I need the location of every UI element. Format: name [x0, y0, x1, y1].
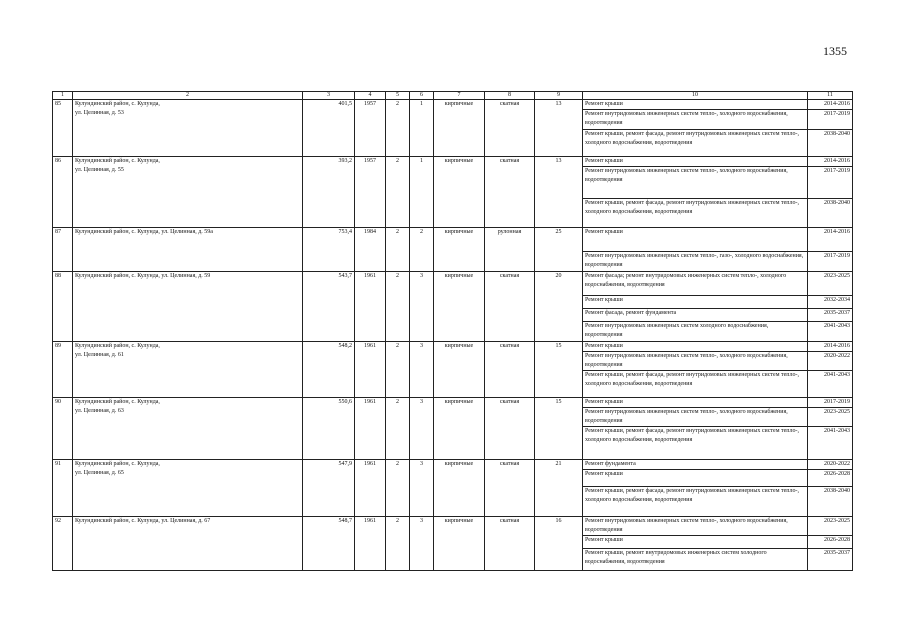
repair-work: Ремонт внутридомовых инженерных систем тепло-, холодного водоснабжения, водоотведения — [583, 517, 808, 536]
repair-work: Ремонт крыши, ремонт фасада, ремонт внутридомовых инженерных систем тепло-, холодного водоснабжения, водоотведения — [583, 199, 808, 228]
table-row — [53, 157, 853, 167]
record-number: 88 — [53, 272, 73, 342]
total-area: 393,2 — [303, 157, 355, 228]
repair-work: Ремонт внутридомовых инженерных систем тепло-, холодного водоснабжения, водоотведения — [583, 408, 808, 427]
address — [73, 342, 303, 398]
build-year: 1961 — [355, 460, 386, 517]
repair-period: 2014-2016 — [808, 157, 853, 167]
total-area: 550,6 — [303, 398, 355, 460]
table-row — [53, 272, 853, 296]
total-area: 548,2 — [303, 342, 355, 398]
entrances: 1 — [410, 157, 434, 228]
repair-work: Ремонт крыши — [583, 100, 808, 110]
repair-period: 2038-2040 — [808, 199, 853, 228]
repair-work: Ремонт крыши — [583, 398, 808, 408]
repair-period: 2023-2025 — [808, 408, 853, 427]
wall-material: кирпичные — [434, 398, 485, 460]
record-number: 85 — [53, 100, 73, 157]
apartments: 15 — [535, 398, 583, 460]
building-record — [53, 228, 853, 272]
repair-work: Ремонт внутридомовых инженерных систем тепло-, холодного водоснабжения, водоотведения — [583, 167, 808, 199]
entrances: 2 — [410, 228, 434, 272]
repair-period: 2023-2025 — [808, 272, 853, 296]
wall-material: кирпичные — [434, 517, 485, 571]
record-number: 87 — [53, 228, 73, 272]
floors: 2 — [386, 517, 410, 571]
floors: 2 — [386, 460, 410, 517]
apartments: 16 — [535, 517, 583, 571]
repair-period: 2017-2019 — [808, 398, 853, 408]
repair-work: Ремонт крыши — [583, 296, 808, 309]
address — [73, 100, 303, 157]
record-number: 90 — [53, 398, 73, 460]
column-header: 4 — [355, 92, 386, 100]
entrances: 3 — [410, 398, 434, 460]
repair-work: Ремонт фасада; ремонт внутридомовых инженерных систем тепло-, холодного водоснабжения, водоотведения — [583, 272, 808, 296]
table-row — [53, 100, 853, 110]
building-record — [53, 157, 853, 228]
repair-period: 2020-2022 — [808, 460, 853, 470]
total-area: 547,9 — [303, 460, 355, 517]
repair-work: Ремонт крыши — [583, 228, 808, 252]
entrances: 3 — [410, 342, 434, 398]
repair-work: Ремонт крыши — [583, 342, 808, 352]
repair-period: 2017-2019 — [808, 110, 853, 130]
wall-material: кирпичные — [434, 157, 485, 228]
floors: 2 — [386, 272, 410, 342]
address-text: Кулундинский район, с. Кулунда, ул. Целинная, д. 65 — [75, 461, 160, 476]
repair-period: 2041-2043 — [808, 427, 853, 460]
floors: 2 — [386, 157, 410, 228]
apartments: 20 — [535, 272, 583, 342]
repair-work: Ремонт крыши — [583, 157, 808, 167]
total-area: 548,7 — [303, 517, 355, 571]
address — [73, 272, 303, 342]
column-header: 5 — [386, 92, 410, 100]
repair-work: Ремонт внутридомовых инженерных систем тепло-, холодного водоснабжения, водоотведения — [583, 110, 808, 130]
total-area: 753,4 — [303, 228, 355, 272]
address — [73, 517, 303, 571]
address — [73, 228, 303, 272]
repair-period: 2017-2019 — [808, 252, 853, 272]
repair-period: 2041-2043 — [808, 322, 853, 342]
column-header: 11 — [808, 92, 853, 100]
roof-type: скатная — [485, 157, 535, 228]
column-header: 1 — [53, 92, 73, 100]
repair-period: 2014-2016 — [808, 228, 853, 252]
entrances: 3 — [410, 460, 434, 517]
wall-material: кирпичные — [434, 272, 485, 342]
repair-work: Ремонт крыши, ремонт внутридомовых инженерных систем холодного водоснабжения, водоотведения — [583, 549, 808, 571]
repair-period: 2035-2037 — [808, 309, 853, 322]
record-number: 89 — [53, 342, 73, 398]
housing-repair-table — [52, 91, 853, 571]
roof-type: рулонная — [485, 228, 535, 272]
roof-type: скатная — [485, 517, 535, 571]
build-year: 1961 — [355, 342, 386, 398]
repair-work: Ремонт крыши, ремонт фасада, ремонт внутридомовых инженерных систем тепло-, холодного водоснабжения, водоотведения — [583, 487, 808, 517]
entrances: 3 — [410, 517, 434, 571]
repair-period: 2023-2025 — [808, 517, 853, 536]
apartments: 21 — [535, 460, 583, 517]
column-header: 6 — [410, 92, 434, 100]
repair-work: Ремонт внутридомовых инженерных систем холодного водоснабжения, водоотведения — [583, 322, 808, 342]
floors: 2 — [386, 342, 410, 398]
total-area: 543,7 — [303, 272, 355, 342]
roof-type: скатная — [485, 272, 535, 342]
repair-work: Ремонт внутридомовых инженерных систем тепло-, газо-, холодного водоснабжения, водоотведения — [583, 252, 808, 272]
apartments: 13 — [535, 100, 583, 157]
repair-work: Ремонт крыши, ремонт фасада, ремонт внутридомовых инженерных систем тепло-, холодного водоснабжения, водоотведения — [583, 427, 808, 460]
repair-work: Ремонт внутридомовых инженерных систем тепло-, холодного водоснабжения, водоотведения — [583, 352, 808, 371]
roof-type: скатная — [485, 342, 535, 398]
address-text: Кулундинский район, с. Кулунда, ул. Целинная, д. 61 — [75, 343, 160, 358]
apartments: 25 — [535, 228, 583, 272]
roof-type: скатная — [485, 100, 535, 157]
column-header: 10 — [583, 92, 808, 100]
wall-material: кирпичные — [434, 460, 485, 517]
repair-work: Ремонт крыши — [583, 470, 808, 487]
floors: 2 — [386, 228, 410, 272]
wall-material: кирпичные — [434, 228, 485, 272]
repair-period: 2026-2028 — [808, 470, 853, 487]
record-number: 86 — [53, 157, 73, 228]
record-number: 92 — [53, 517, 73, 571]
apartments: 13 — [535, 157, 583, 228]
repair-period: 2041-2043 — [808, 371, 853, 398]
building-record — [53, 342, 853, 398]
repair-period: 2026-2028 — [808, 536, 853, 549]
table-row — [53, 517, 853, 536]
address-text: Кулундинский район, с. Кулунда, ул. Целинная, д. 59а — [75, 229, 213, 235]
address-text: Кулундинский район, с. Кулунда, ул. Целинная, д. 53 — [75, 101, 160, 116]
column-header: 8 — [485, 92, 535, 100]
build-year: 1961 — [355, 517, 386, 571]
address — [73, 157, 303, 228]
roof-type: скатная — [485, 398, 535, 460]
column-header: 9 — [535, 92, 583, 100]
repair-work: Ремонт крыши, ремонт фасада, ремонт внутридомовых инженерных систем тепло-, холодного водоснабжения, водоотведения — [583, 130, 808, 157]
building-record — [53, 460, 853, 517]
column-header: 3 — [303, 92, 355, 100]
page-number: 1355 — [823, 44, 847, 58]
total-area: 401,5 — [303, 100, 355, 157]
address-text: Кулундинский район, с. Кулунда, ул. Целинная, д. 55 — [75, 158, 160, 173]
record-number: 91 — [53, 460, 73, 517]
repair-period: 2032-2034 — [808, 296, 853, 309]
repair-period: 2017-2019 — [808, 167, 853, 199]
table-row — [53, 460, 853, 470]
floors: 2 — [386, 100, 410, 157]
repair-period: 2038-2040 — [808, 487, 853, 517]
build-year: 1961 — [355, 398, 386, 460]
column-number-row — [53, 92, 853, 100]
table-row — [53, 342, 853, 352]
building-record — [53, 100, 853, 157]
repair-period: 2014-2016 — [808, 100, 853, 110]
repair-period: 2035-2037 — [808, 549, 853, 571]
repair-period: 2038-2040 — [808, 130, 853, 157]
wall-material: кирпичные — [434, 342, 485, 398]
build-year: 1961 — [355, 272, 386, 342]
repair-work: Ремонт фасада, ремонт фундамента — [583, 309, 808, 322]
column-header: 7 — [434, 92, 485, 100]
address-text: Кулундинский район, с. Кулунда, ул. Целинная, д. 63 — [75, 399, 160, 414]
table-row — [53, 228, 853, 252]
roof-type: скатная — [485, 460, 535, 517]
building-record — [53, 517, 853, 571]
build-year: 1984 — [355, 228, 386, 272]
address-text: Кулундинский район, с. Кулунда, ул. Целинная, д. 59 — [75, 273, 211, 279]
entrances: 3 — [410, 272, 434, 342]
repair-period: 2020-2022 — [808, 352, 853, 371]
repair-period: 2014-2016 — [808, 342, 853, 352]
apartments: 15 — [535, 342, 583, 398]
building-record — [53, 398, 853, 460]
address — [73, 460, 303, 517]
table-row — [53, 398, 853, 408]
build-year: 1957 — [355, 157, 386, 228]
building-record — [53, 272, 853, 342]
address — [73, 398, 303, 460]
build-year: 1957 — [355, 100, 386, 157]
column-header: 2 — [73, 92, 303, 100]
floors: 2 — [386, 398, 410, 460]
repair-work: Ремонт фундамента — [583, 460, 808, 470]
entrances: 1 — [410, 100, 434, 157]
wall-material: кирпичные — [434, 100, 485, 157]
repair-work: Ремонт крыши — [583, 536, 808, 549]
address-text: Кулундинский район, с. Кулунда, ул. Целинная, д. 67 — [75, 518, 211, 524]
repair-work: Ремонт крыши, ремонт фасада, ремонт внутридомовых инженерных систем тепло-, холодного водоснабжения, водоотведения — [583, 371, 808, 398]
